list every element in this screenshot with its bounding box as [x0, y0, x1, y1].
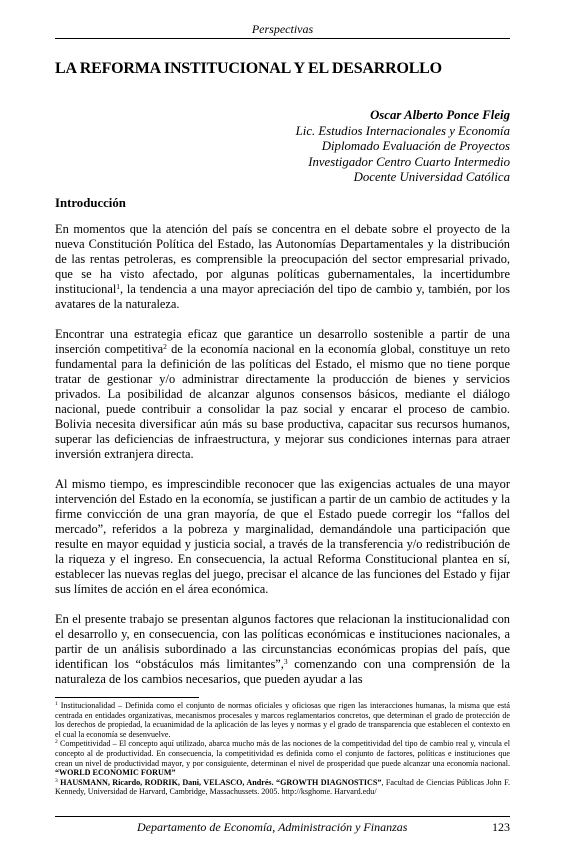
footnotes — [55, 701, 510, 797]
footer-rule — [55, 816, 510, 817]
paragraph-4: En el presente trabajo se presentan algunos factores que relacionan la institucionalidad con el desarrollo y, en consecuencia, con las políticas económicas e instituciones nacionales, a partir de un análisis subordinado a las circunstancias económicas propias del país, que identifican los “obstáculos más limitantes”,$^3$ comenzando con una comprensión de la naturaleza de los cambios necesarios, que pueden ayudar a las — [55, 612, 510, 686]
footnote-ref-1: 1 — [116, 282, 121, 291]
author-credential: Investigador Centro Cuarto Intermedio — [308, 154, 510, 169]
author-block — [296, 108, 510, 186]
author-credential: Diplomado Evaluación de Proyectos — [321, 139, 510, 154]
footnote-2: $^2$ Competitividad – El concepto aquí utilizado, abarca mucho más de las nociones de la competitividad del tipo de cambio real y, vincula el concepto al de productividad. En consecuencia, la competitividad es definida como el conjunto de factores, políticas e instituciones que crean un nivel de productividad mayor, y por consiguiente, determinan el nivel de prosperidad que puede alcanzar una economía nacional. “WORLD ECONOMIC FORUM” — [55, 739, 510, 778]
section-heading: Introducción — [55, 196, 126, 210]
author-credential: Lic. Estudios Internacionales y Economía — [295, 123, 510, 138]
header-rule — [55, 38, 510, 39]
paragraph-1: En momentos que la atención del país se concentra en el debate sobre el proyecto de la nueva Constitución Política del Estado, las Autonomías Departamentales y la distribución de las rentas petroleras, es comprensible la preocupación del sector empresarial privado, que se ha visto afectado, por algunas políticas gubernamentales, la incertidumbre institucional$^1$, la tendencia a una mayor apreciación del tipo de cambio y, también, por los avatares de la naturaleza. — [55, 222, 510, 311]
page-number: 123 — [492, 820, 510, 834]
footnote-3: $^3$ HAUSMANN, Ricardo, RODRIK, Dani, VELASCO, Andrés. “GROWTH DIAGNOSTICS”, Facultad de Ciencias Públicas John F. Kennedy, Universidad de Harvard, Cambridge, Massachussets. 2005. http://ksghome. Harvard.edu/ — [55, 777, 510, 797]
running-header: Perspectivas — [251, 22, 314, 36]
footnote-1: $^1$ Institucionalidad – Definida como el conjunto de normas oficiales y oficiosas que rigen las interacciones humanas, la misma que está centrada en entidades organizativas, mecanismos procesales y marcos reglamentarios concretos, que determinan el grado de protección de los derechos de propiedad, la ecuanimidad de la aplicación de las leyes y normas y el grado de transparencia que establecen el contexto en el cual la economía se desenvuelve. — [55, 701, 510, 739]
footnote-ref-2: 2 — [163, 342, 167, 351]
body-text — [55, 222, 510, 687]
footnote-rule — [55, 697, 199, 698]
footnote-ref-3: 3 — [283, 657, 288, 666]
paragraph-3: Al mismo tiempo, es imprescindible reconocer que las exigencias actuales de una mayor intervención del Estado en la economía, se justifican a partir de un cambio de actitudes y la firme convicción de una gran mayoría, de que el Estado puede corregir los “fallos del mercado”, referidos a la pobreza y marginalidad, demandándole una participación que resulte en mayor equidad y justicia social, a través de la transferencia y/o redistribución de la riqueza y el ingreso. En consecuencia, la actual Reforma Constitucional plantea en sí, establecer las nuevas reglas del juego, precisar el alcance de las funciones del Estado y fijar sus límites de acción en el área económica. — [55, 477, 510, 596]
author-name: Oscar Alberto Ponce Fleig — [370, 108, 510, 122]
author-credential: Docente Universidad Católica — [353, 170, 510, 185]
footer-department: Departamento de Economía, Administración y Finanzas — [137, 820, 408, 834]
paragraph-2: Encontrar una estrategia eficaz que garantice un desarrollo sostenible a partir de una inserción competitiva$^2$ de la economía nacional en la economía global, constituye un reto fundamental para la definición de las políticas del Estado, el mismo que no tiene porque tratar de gestionar y/o administrar directamente la producción de bienes y servicios privados. La posibilidad de alcanzar algunos consensos básicos, mediante el diálogo nacional, puede contribuir a consolidar la paz social y encarar el proceso de cambio. Bolivia necesita diversificar aún más su base productiva, capacitar sus recursos humanos, superar las deficiencias de infraestructura, y mejorar sus condiciones internas para atraer inversión extranjera directa. — [55, 327, 510, 461]
article-title: LA REFORMA INSTITUCIONAL Y EL DESARROLLO — [55, 60, 442, 77]
